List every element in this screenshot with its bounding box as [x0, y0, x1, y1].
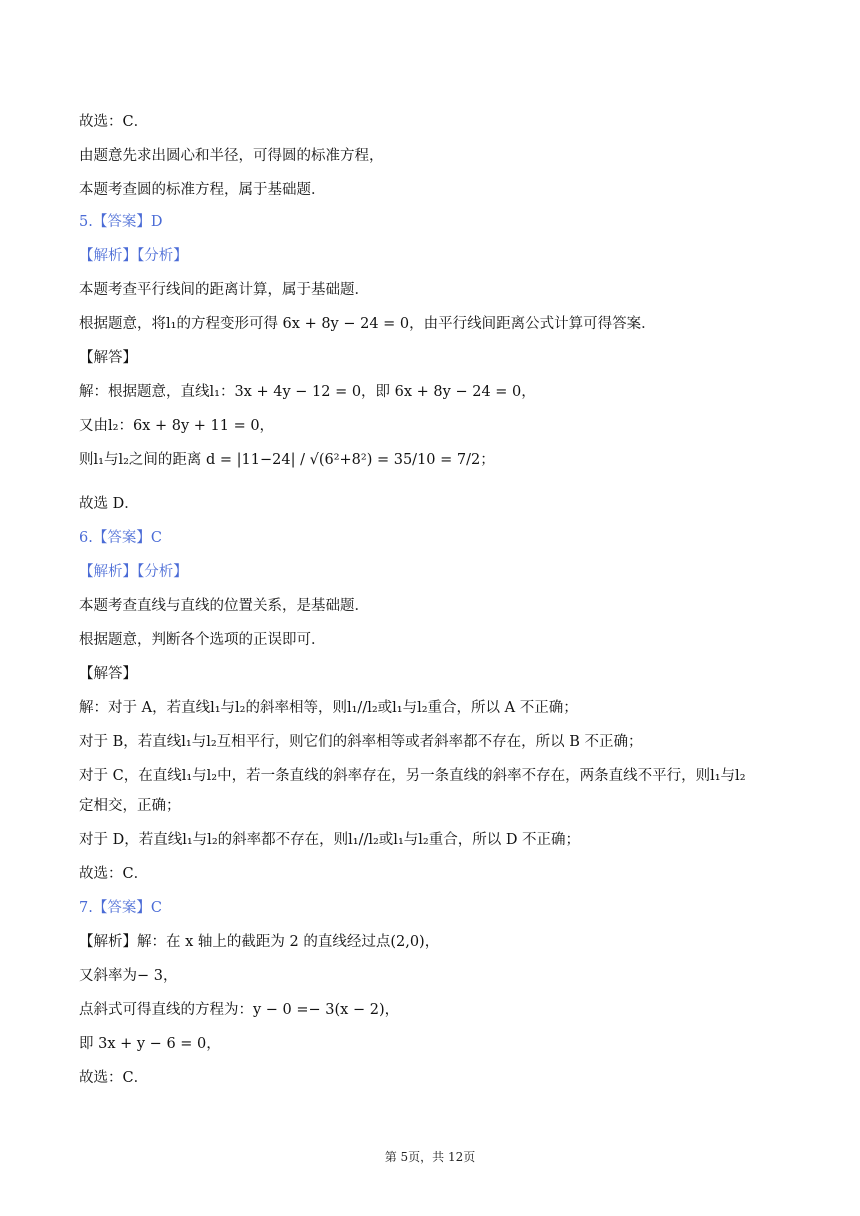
- text-line: 【解答】: [79, 350, 137, 366]
- text-line: 即 3x + y − 6 = 0，: [79, 1036, 221, 1052]
- text-line: 本题考查圆的标准方程，属于基础题．: [79, 182, 326, 198]
- text-line: 故选：C．: [79, 866, 149, 882]
- text-line: 由题意先求出圆心和半径，可得圆的标准方程，: [79, 148, 384, 164]
- text-line: 对于 D，若直线l₁与l₂的斜率都不存在，则l₁//l₂或l₁与l₂重合，所以 D 不正确；: [79, 832, 581, 848]
- text-line: 定相交，正确；: [79, 798, 181, 814]
- text-line: 又由l₂：6x + 8y + 11 = 0，: [79, 418, 275, 434]
- text-line: 本题考查直线与直线的位置关系，是基础题．: [79, 598, 369, 614]
- text-line: 6.【答案】C: [79, 530, 162, 546]
- text-line: 对于 C，在直线l₁与l₂中，若一条直线的斜率存在，另一条直线的斜率不存在，两条直线不平行，则l₁与l₂: [79, 768, 746, 784]
- text-line: 则l₁与l₂之间的距离 d = |11−24| / √(6²+8²) = 35/10 = 7/2；: [79, 452, 495, 468]
- text-line: 根据题意，将l₁的方程变形可得 6x + 8y − 24 = 0，由平行线间距离公式计算可得答案．: [79, 316, 656, 332]
- text-line: 【解析】解：在 x 轴上的截距为 2 的直线经过点(2,0)，: [79, 934, 440, 950]
- text-line: 故选：C．: [79, 1070, 149, 1086]
- text-line: 5.【答案】D: [79, 214, 163, 230]
- text-line: 根据题意，判断各个选项的正误即可．: [79, 632, 326, 648]
- text-line: 【解析】【分析】: [79, 564, 188, 580]
- text-line: 【解析】【分析】: [79, 248, 188, 264]
- text-line: 【解答】: [79, 666, 137, 682]
- text-line: 对于 B，若直线l₁与l₂互相平行，则它们的斜率相等或者斜率都不存在，所以 B 不正确；: [79, 734, 643, 750]
- text-line: 解：根据题意，直线l₁：3x + 4y − 12 = 0，即 6x + 8y − 24 = 0，: [79, 384, 536, 400]
- text-line: 又斜率为− 3，: [79, 968, 178, 984]
- text-line: 本题考查平行线间的距离计算，属于基础题．: [79, 282, 369, 298]
- text-line: 7.【答案】C: [79, 900, 162, 916]
- text-line: 故选 D．: [79, 496, 139, 512]
- text-line: 故选：C．: [79, 114, 149, 130]
- text-line: 点斜式可得直线的方程为：y − 0 =− 3(x − 2)，: [79, 1002, 400, 1018]
- page-footer: 第 5页，共 12页: [384, 1150, 476, 1164]
- text-line: 解：对于 A，若直线l₁与l₂的斜率相等，则l₁//l₂或l₁与l₂重合，所以 A 不正确；: [79, 700, 578, 716]
